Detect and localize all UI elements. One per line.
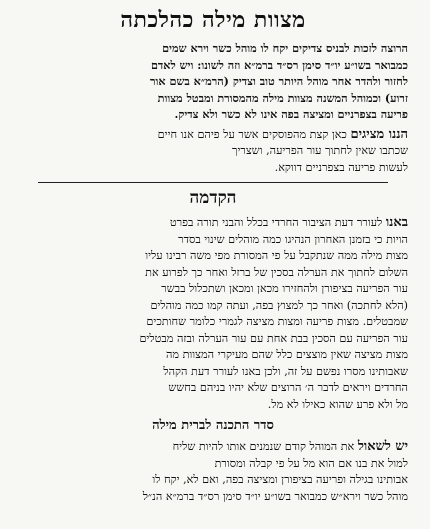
section-line: מל ולא פרע שהוא כאילו לא מל. xyxy=(267,397,408,411)
section-line: עור הפריעה עם הסכין בבת אחת עם עור הערלה ובזה מבטלים xyxy=(139,331,408,345)
section-line: מצות מציצה שאין מוצצים כלל שהם מעיקרי המצוות מה xyxy=(165,348,408,361)
section-lead: באנו xyxy=(385,215,408,230)
intro-line: פריעה בצפרניים ומציצה בפה אינו לא כשר ולא צדיק. xyxy=(174,107,408,121)
section-line: השלום לחתוך את הערלה בסכין של ברזל ואחר כך לפרוע את xyxy=(145,265,408,279)
notice-line: לעשות פריעה בצפרניים דווקא. xyxy=(274,160,408,174)
section-line: שמבטלים. מצות פריעה ומצות מציצה לגמרי כלומר שחותכים xyxy=(146,315,408,328)
order-paragraph xyxy=(18,439,408,505)
notice-line xyxy=(18,127,408,144)
notice-text: כאן קצת מהפוסקים אשר על פיהם אנו חיים xyxy=(157,127,347,141)
section-line: הויות כי בזמנן האחרון הנהיגו כמה מוהלים שינוי בסדר xyxy=(178,232,408,246)
section-text: לעורר דעת הציבור החרדי בכלל והבני תורה בפרט xyxy=(169,216,383,229)
order-line: מוהל כשר וירא״ש כמבואר בשו״ע יו״ד סימן רס״ד ברמ״א הנ״ל xyxy=(142,489,408,503)
notice-lead: הננו מציגים xyxy=(350,126,408,142)
section-divider xyxy=(38,182,388,183)
order-lead: יש לשאול xyxy=(357,439,408,454)
order-line xyxy=(18,439,408,456)
notice-line: שכתבו שאין לחתוך עור הפריעה, ושצריך xyxy=(231,144,408,157)
intro-line: כמבואר בשו״ע יו״ד סימן רס״ד ברמ״א וזה לשונו: ויש לאדם xyxy=(150,57,408,72)
order-text: את המוהל קודם שנמנים אותו להיות שליח xyxy=(172,440,355,453)
section-line: (הלא לחתכה) ואחר כך למצוץ בפה, ועתה קמו כמה מוהלים xyxy=(150,298,408,312)
section-heading: הקדמה xyxy=(189,188,237,208)
order-heading: סדר התכנה לברית מילה xyxy=(152,418,274,433)
section-line: מצות מילה ממה שנתקבל על פי המסורת מפי משה רבינו עליו xyxy=(145,249,408,262)
page-title: מצוות מילה כהלכתה xyxy=(120,7,306,33)
section-paragraph xyxy=(18,215,408,413)
order-line: אבותינו בגילה ופריעה בציפורן ומציצה בפה, ואם לא, יקח לו xyxy=(152,473,408,486)
intro-line: לחזור ולהדר אחר מוהל היותר טוב וצדיק (הרמ״א בשם אור xyxy=(150,74,408,88)
section-line: שאבותינו מסרו נפשם על זה, ולכן באנו לעורר דעת הקהל xyxy=(163,364,408,378)
order-line: למול את בנו אם הוא מל על פי קבלה ומסורת xyxy=(214,456,408,470)
section-line: החרדים ויראים לדבר ה׳ הרוצים שלא יהיו בניהם בחשש xyxy=(168,381,408,394)
section-line xyxy=(18,215,408,232)
intro-line: זרוע) וכמוהל המשנה מצוות מילה מהמסורת ומבטל מצוות xyxy=(157,90,408,105)
intro-line: הרוצה לזכות לבניס צדיקים יקח לו מוהל כשר וירא שמים xyxy=(162,41,408,55)
notice-paragraph xyxy=(18,127,408,177)
intro-paragraph xyxy=(18,40,408,123)
section-line: עור הפריעה בציפורן ולהחזירו מכאן ומכאן ושתכלול בבשר xyxy=(161,282,408,295)
